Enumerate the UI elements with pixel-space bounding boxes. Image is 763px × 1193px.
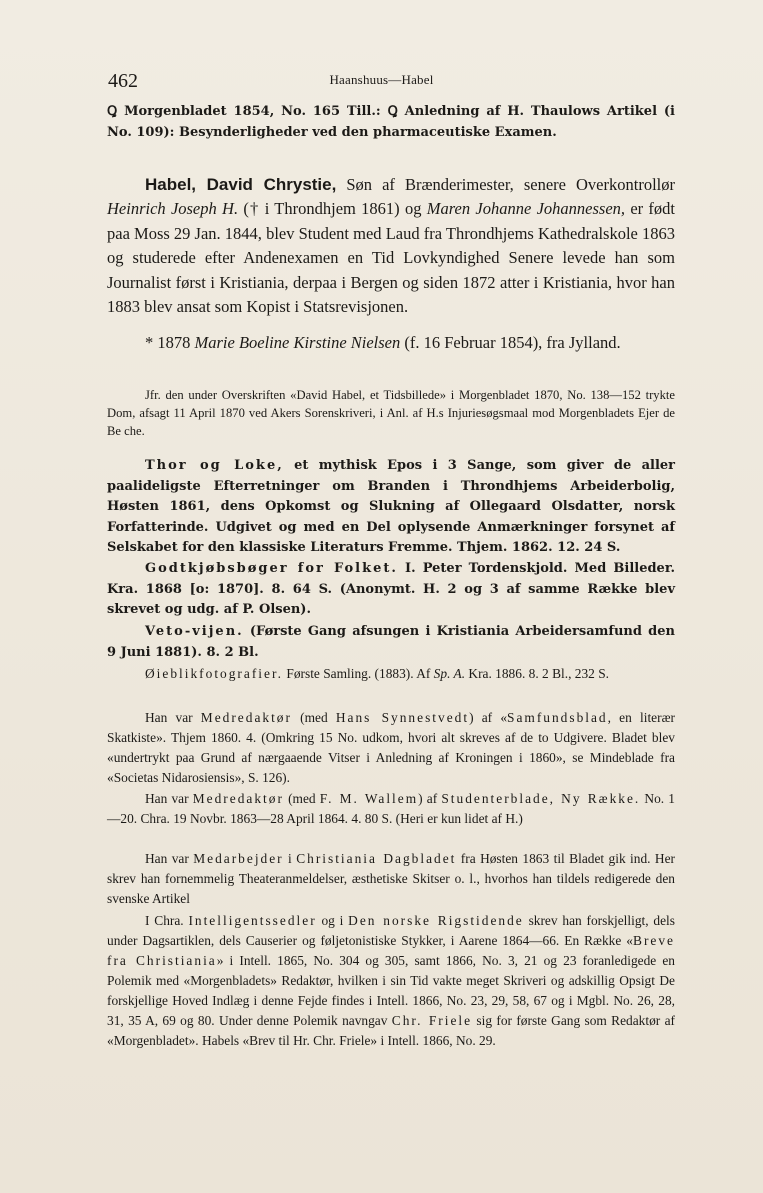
note-spaced: Breve fra Christiania bbox=[107, 933, 675, 968]
note-text: Han var bbox=[145, 710, 201, 725]
marriage-part-b: (f. 16 Februar 1854), fra Jylland. bbox=[400, 333, 621, 352]
note-text: (med bbox=[283, 791, 320, 806]
note-text: , en literær Skatkiste». Thjem 1860. 4. (Omkring 15 No. udkom, hvori alt skreves af de to Udgivere. Bladet blev «undertrykt paa Grund af nærgaaende Vitser i Anledning af Kroningen i 1860», se Mindeblade fra «Societas Nidarosiensis», S. 126). bbox=[107, 710, 675, 785]
note-studenterblade bbox=[107, 789, 675, 829]
note-text: ) af « bbox=[469, 710, 508, 725]
note-intelligentssedler bbox=[107, 911, 675, 1051]
work-text: I. Peter Tordenskjold. Med Billeder. Kra. 1868 [o: 1870]. 8. 64 S. (Anonymt. H. 2 og 3 af samme Række blev skrevet og udg. af P. Olsen). bbox=[107, 561, 676, 617]
work-godtkjobsboger bbox=[107, 559, 675, 621]
note-text: skrev han forskjelligt, dels under Dagsartiklen, dels Causerier og føljetonistiske Stykker, i Aarene 1864—66. En Række « bbox=[107, 913, 675, 948]
note-text: Han var bbox=[145, 791, 193, 806]
note-text: (med bbox=[291, 710, 336, 725]
work-title: Øieblikfotografier. bbox=[145, 666, 284, 681]
note-text: i bbox=[283, 851, 297, 866]
note-spaced: Samfundsblad bbox=[507, 710, 608, 725]
work-oieblikfotografier bbox=[107, 664, 675, 684]
work-text: (Første Gang afsungen i Kristiania Arbeidersamfund den 9 Juni 1881). 8. 2 Bl. bbox=[107, 624, 675, 660]
work-text: Kra. 1886. 8. 2 Bl., 232 S. bbox=[465, 666, 609, 681]
work-title: Godtkjøbsbøger for Folket. bbox=[145, 561, 398, 576]
note-text: » i Intell. 1865, No. 304 og 305, samt 1866, No. 3, 21 og 23 foranledigede en Polemik med «Morgenbladets» Redaktør, hvilken i sin Tid vakte meget Skriveri og adskillig Opsigt De forskjellige Hoved Indlæg i denne Fejde findes i Intell. 1866, No. 23, 29, 58, 67 og i Mgbl. No. 26, 28, 31, 35 A, 69 og 80. Under denne Polemik navngav bbox=[107, 953, 675, 1028]
note-spaced: F. M. Wallem bbox=[319, 791, 419, 806]
mother-name: Maren Johanne Johannessen, bbox=[426, 199, 626, 219]
work-veto-visen bbox=[107, 622, 675, 663]
note-spaced: Chr. Friele bbox=[391, 1013, 473, 1028]
note-spaced: Christiania Dagbladet bbox=[296, 851, 457, 866]
note-spaced: Studenterblade, Ny Række. bbox=[441, 791, 641, 806]
work-text: et mythisk Epos i 3 Sange, som giver de aller paalideligste Efterretninger om Branden i Throndhjems Arbeiderbolig, Høsten 1861, dens Opkomst og Slukning af Ollegaard Olsdatter, norsk Forfatterinde. Udgivet og med en Del oplysende Anmærkninger forsynet af Selskabet for den klassiske Literaturs Fremme. Thjem. 1862. 12. 24 S. bbox=[107, 458, 675, 555]
bio-part-c: er født paa Moss 29 Jan. 1844, blev Student med Laud fra Throndhjems Kathedralskole 1863 og studerede efter Andenexamen en Tid Lovkyndighed Senere levede han som Journalist først i Kristiania, derpaa i Bergen og siden 1872 atter i Kristiania, hvor han 1883 blev ansat som Kopist i Statsrevisjonen. bbox=[107, 199, 676, 317]
wife-name: Marie Boeline Kirstine Nielsen bbox=[194, 333, 401, 352]
note-spaced: Medarbejder bbox=[193, 851, 284, 866]
marriage-part-a: * 1878 bbox=[145, 333, 195, 352]
entry-biography bbox=[107, 173, 675, 319]
bio-part-a: Søn af Brænderimester, senere Overkontrollør bbox=[336, 175, 675, 194]
note-text: og i bbox=[316, 913, 349, 928]
running-head: Haanshuus—Habel bbox=[329, 72, 434, 87]
note-text: sig for første Gang som Redaktør af «Morgenbladet». Habels «Brev til Hr. Chr. Friele» i Intell. 1866, No. 29. bbox=[107, 1013, 675, 1048]
note-spaced: Medredaktør bbox=[200, 710, 292, 725]
note-christiania-dagbladet bbox=[107, 849, 675, 909]
work-thor-og-loke bbox=[107, 456, 675, 559]
note-samfundsblad bbox=[107, 708, 675, 788]
note-text: Han var bbox=[145, 851, 194, 866]
work-title: Thor og Loke, bbox=[145, 458, 284, 473]
work-text: Første Samling. (1883). Af bbox=[283, 666, 434, 681]
father-name: Heinrich Joseph H. bbox=[107, 199, 239, 219]
work-author: Sp. A. bbox=[433, 666, 466, 681]
entry-name: Habel, David Chrystie, bbox=[145, 175, 337, 194]
page-number: 462 bbox=[108, 70, 138, 92]
top-entry: Ꝗ Morgenbladet 1854, No. 165 Till.: Ꝗ Anledning af H. Thaulows Artikel (i No. 109): Besynderligheder ved den pharmaceutiske Examen. bbox=[107, 104, 675, 140]
note-spaced: Hans Synnestvedt bbox=[335, 710, 470, 725]
reference-note: Jfr. den under Overskriften «David Habel, et Tidsbillede» i Morgenbladet 1870, No. 138—152 trykte Dom, afsagt 11 April 1870 ved Akers Sorenskriveri, i Anl. af H.s Injuriesøgsmaal mod Morgenbladets Ejer de Be che. bbox=[107, 388, 675, 438]
note-spaced: Intelligentssedler bbox=[188, 913, 317, 928]
bio-part-b: († i Throndhjem 1861) og bbox=[238, 199, 427, 219]
note-text: No. 1—20. Chra. 19 Novbr. 1863—28 April 1864. 4. 80 S. (Heri er kun lidet af H.) bbox=[107, 791, 675, 826]
entry-marriage bbox=[107, 331, 675, 355]
note-text: ) af bbox=[418, 791, 442, 806]
note-text: I Chra. bbox=[145, 913, 189, 928]
note-spaced: Den norske Rigstidende bbox=[348, 913, 524, 928]
note-text: fra Høsten 1863 til Bladet gik ind. Her skrev han fornemmelig Theateranmeldelser, æsthetiske Skitser o. l., hvorhos han tildels redigerede den svenske Artikel bbox=[107, 851, 675, 906]
work-title: Veto-vijen. bbox=[145, 624, 244, 639]
note-spaced: Medredaktør bbox=[192, 791, 284, 806]
